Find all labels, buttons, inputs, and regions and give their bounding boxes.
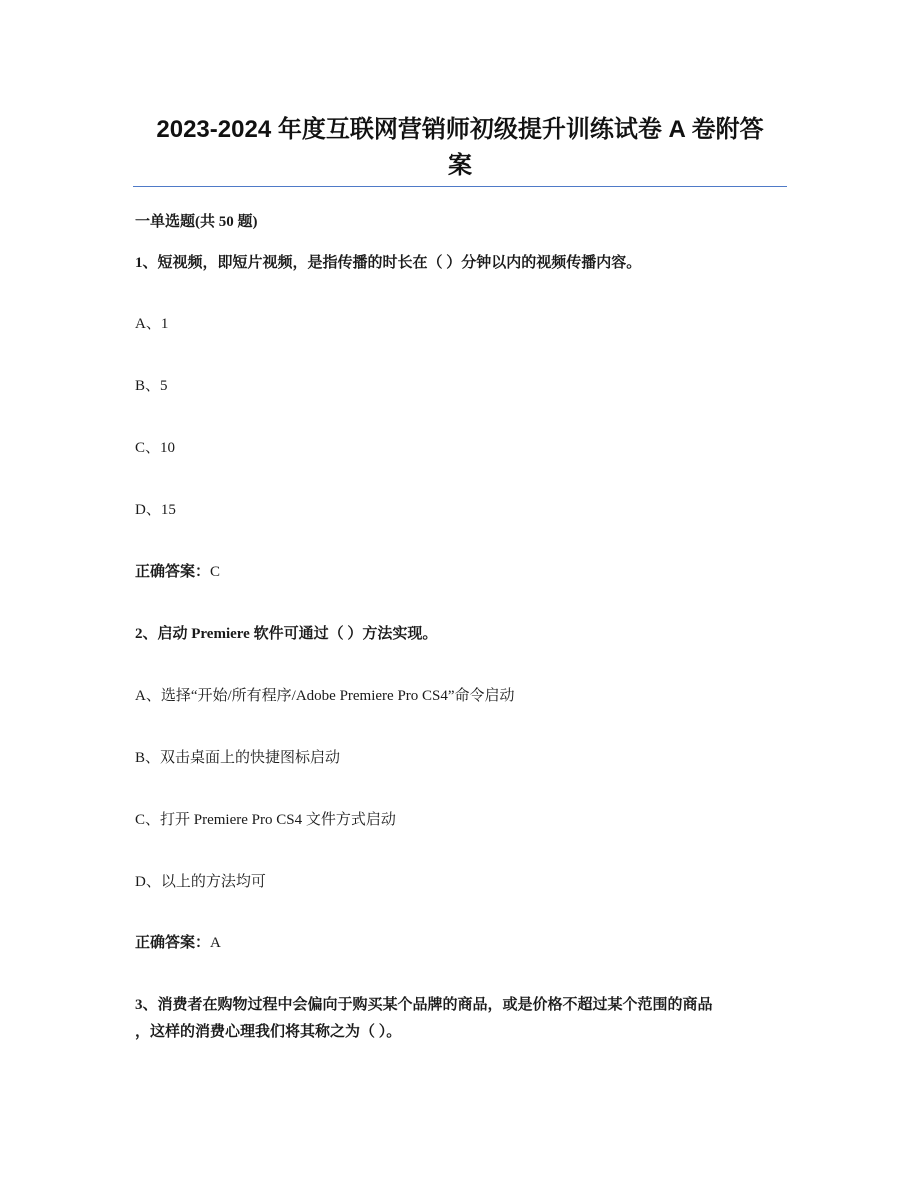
question-stem: 1、短视频，即短片视频，是指传播的时长在（ ）分钟以内的视频传播内容。 bbox=[135, 255, 642, 271]
answer-label: 正确答案： bbox=[135, 564, 211, 580]
answer-value: A bbox=[210, 935, 221, 951]
answer-label: 正确答案： bbox=[135, 935, 211, 951]
title-divider bbox=[133, 186, 787, 187]
question-stem-line-1: 3、消费者在购物过程中会偏向于购买某个品牌的商品，或是价格不超过某个范围的商品 bbox=[135, 997, 713, 1013]
document-title-line-1: 2023-2024 年度互联网营销师初级提升训练试卷 A 卷附答 bbox=[156, 116, 764, 143]
option-b: B、双击桌面上的快捷图标启动 bbox=[135, 750, 341, 766]
correct-answer bbox=[135, 932, 221, 954]
option-d: D、15 bbox=[135, 502, 176, 518]
section-heading: 一单选题(共 50 题) bbox=[135, 214, 258, 230]
option-a: A、1 bbox=[135, 316, 169, 332]
option-a: A、选择“开始/所有程序/Adobe Premiere Pro CS4”命令启动 bbox=[135, 688, 515, 704]
question-stem-line-2: ，这样的消费心理我们将其称之为（ ）。 bbox=[135, 1024, 402, 1040]
option-c: C、打开 Premiere Pro CS4 文件方式启动 bbox=[135, 812, 396, 828]
question-stem: 2、启动 Premiere 软件可通过（ ）方法实现。 bbox=[135, 626, 438, 642]
document-title-line-2: 案 bbox=[448, 152, 472, 179]
correct-answer bbox=[135, 561, 220, 583]
option-d: D、以上的方法均可 bbox=[135, 874, 266, 890]
option-c: C、10 bbox=[135, 440, 176, 456]
option-b: B、5 bbox=[135, 378, 168, 394]
answer-value: C bbox=[210, 564, 221, 580]
